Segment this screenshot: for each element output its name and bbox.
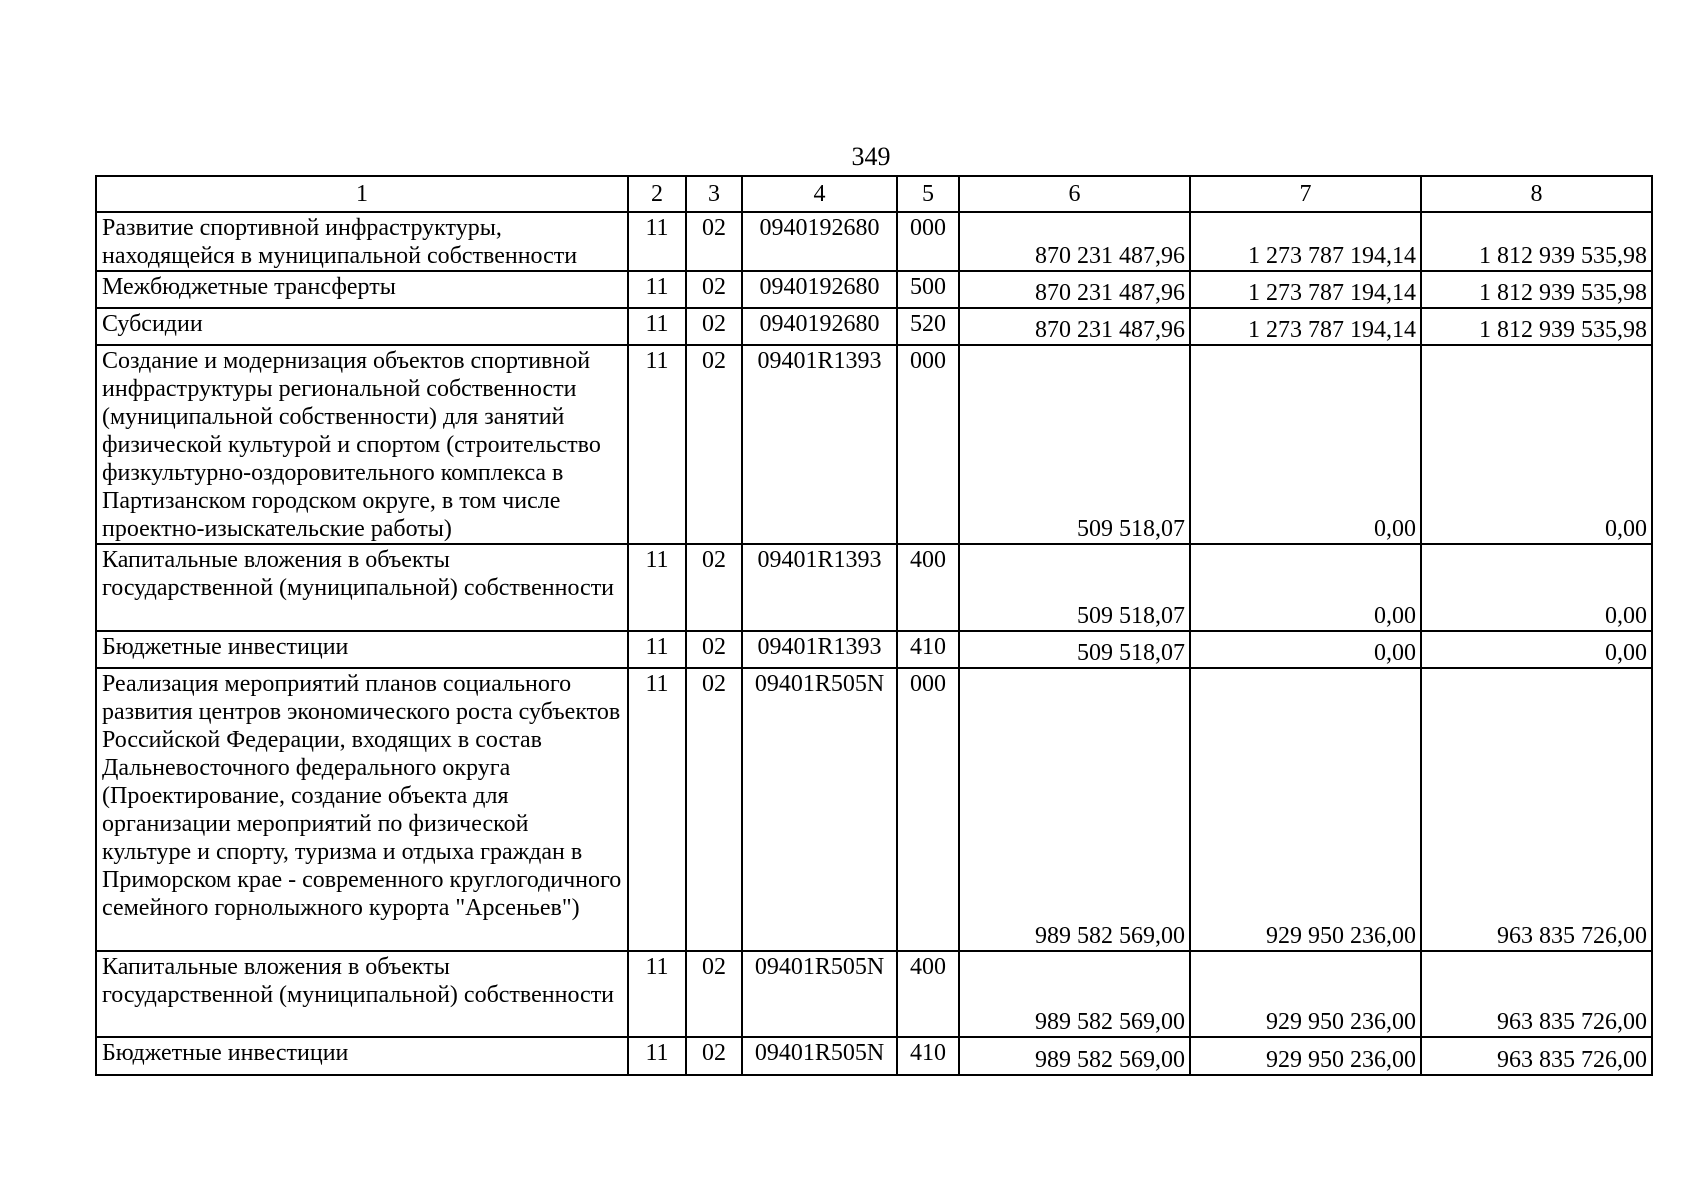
column-header-7: 7 <box>1190 176 1421 212</box>
row-amount-7: 929 950 236,00 <box>1190 668 1421 951</box>
row-target-code: 09401R1393 <box>742 345 897 544</box>
row-subsection: 02 <box>686 631 742 668</box>
row-subsection: 02 <box>686 1037 742 1075</box>
row-amount-8: 963 835 726,00 <box>1421 951 1652 1037</box>
row-expense-type: 410 <box>897 631 959 668</box>
row-name: Бюджетные инвестиции <box>96 1037 628 1075</box>
row-subsection: 02 <box>686 951 742 1037</box>
row-section: 11 <box>628 271 686 308</box>
row-subsection: 02 <box>686 308 742 345</box>
column-header-8: 8 <box>1421 176 1652 212</box>
row-amount-7: 1 273 787 194,14 <box>1190 212 1421 271</box>
row-target-code: 09401R1393 <box>742 544 897 631</box>
row-section: 11 <box>628 308 686 345</box>
row-amount-8: 0,00 <box>1421 544 1652 631</box>
row-subsection: 02 <box>686 668 742 951</box>
row-target-code: 0940192680 <box>742 271 897 308</box>
row-amount-7: 0,00 <box>1190 631 1421 668</box>
row-amount-6: 989 582 569,00 <box>959 951 1190 1037</box>
row-section: 11 <box>628 668 686 951</box>
row-target-code: 09401R505N <box>742 1037 897 1075</box>
row-amount-7: 1 273 787 194,14 <box>1190 271 1421 308</box>
row-expense-type: 400 <box>897 544 959 631</box>
budget-table <box>95 175 1653 1076</box>
header-row <box>96 176 1652 212</box>
row-expense-type: 400 <box>897 951 959 1037</box>
column-header-4: 4 <box>742 176 897 212</box>
row-target-code: 09401R505N <box>742 668 897 951</box>
row-target-code: 09401R505N <box>742 951 897 1037</box>
row-target-code: 0940192680 <box>742 308 897 345</box>
row-amount-8: 963 835 726,00 <box>1421 1037 1652 1075</box>
row-expense-type: 000 <box>897 345 959 544</box>
row-name: Капитальные вложения в объекты государственной (муниципальной) собственности <box>96 951 628 1037</box>
row-section: 11 <box>628 212 686 271</box>
table-row <box>96 345 1652 544</box>
row-section: 11 <box>628 631 686 668</box>
row-subsection: 02 <box>686 212 742 271</box>
table-row <box>96 631 1652 668</box>
table-row <box>96 668 1652 951</box>
row-expense-type: 520 <box>897 308 959 345</box>
row-expense-type: 410 <box>897 1037 959 1075</box>
row-target-code: 09401R1393 <box>742 631 897 668</box>
row-name: Бюджетные инвестиции <box>96 631 628 668</box>
table-row <box>96 951 1652 1037</box>
row-amount-6: 509 518,07 <box>959 544 1190 631</box>
row-amount-6: 509 518,07 <box>959 631 1190 668</box>
table-row <box>96 271 1652 308</box>
row-amount-7: 929 950 236,00 <box>1190 951 1421 1037</box>
row-amount-8: 0,00 <box>1421 631 1652 668</box>
row-amount-8: 0,00 <box>1421 345 1652 544</box>
page-number: 349 <box>851 142 891 171</box>
row-amount-6: 870 231 487,96 <box>959 308 1190 345</box>
table-row <box>96 1037 1652 1075</box>
row-amount-8: 1 812 939 535,98 <box>1421 308 1652 345</box>
row-expense-type: 500 <box>897 271 959 308</box>
row-section: 11 <box>628 1037 686 1075</box>
column-header-5: 5 <box>897 176 959 212</box>
row-name: Развитие спортивной инфраструктуры, находящейся в муниципальной собственности <box>96 212 628 271</box>
row-name: Реализация мероприятий планов социального развития центров экономического роста субъектов Российской Федерации, входящих в состав Дальневосточного федерального округа (Проектирование, создание объекта для организации мероприятий по физической культуре и спорту, туризма и отдыха граждан в Приморском крае - современного круглогодичного семейного горнолыжного курорта "Арсеньев") <box>96 668 628 951</box>
row-subsection: 02 <box>686 345 742 544</box>
column-header-2: 2 <box>628 176 686 212</box>
row-section: 11 <box>628 345 686 544</box>
row-expense-type: 000 <box>897 668 959 951</box>
row-amount-8: 963 835 726,00 <box>1421 668 1652 951</box>
row-section: 11 <box>628 951 686 1037</box>
row-amount-6: 989 582 569,00 <box>959 1037 1190 1075</box>
row-section: 11 <box>628 544 686 631</box>
row-subsection: 02 <box>686 544 742 631</box>
row-name: Создание и модернизация объектов спортивной инфраструктуры региональной собственности (муниципальной собственности) для занятий физической культурой и спортом (строительство физкультурно-оздоровительного комплекса в Партизанском городском округе, в том числе проектно-изыскательские работы) <box>96 345 628 544</box>
table-row <box>96 212 1652 271</box>
row-name: Субсидии <box>96 308 628 345</box>
row-expense-type: 000 <box>897 212 959 271</box>
row-amount-7: 0,00 <box>1190 345 1421 544</box>
row-name: Межбюджетные трансферты <box>96 271 628 308</box>
row-subsection: 02 <box>686 271 742 308</box>
column-header-1: 1 <box>96 176 628 212</box>
row-target-code: 0940192680 <box>742 212 897 271</box>
row-amount-8: 1 812 939 535,98 <box>1421 212 1652 271</box>
row-amount-6: 509 518,07 <box>959 345 1190 544</box>
row-amount-7: 1 273 787 194,14 <box>1190 308 1421 345</box>
row-amount-6: 870 231 487,96 <box>959 212 1190 271</box>
column-header-3: 3 <box>686 176 742 212</box>
row-amount-6: 870 231 487,96 <box>959 271 1190 308</box>
table-row <box>96 308 1652 345</box>
row-name: Капитальные вложения в объекты государственной (муниципальной) собственности <box>96 544 628 631</box>
row-amount-6: 989 582 569,00 <box>959 668 1190 951</box>
row-amount-7: 929 950 236,00 <box>1190 1037 1421 1075</box>
column-header-6: 6 <box>959 176 1190 212</box>
row-amount-8: 1 812 939 535,98 <box>1421 271 1652 308</box>
row-amount-7: 0,00 <box>1190 544 1421 631</box>
table-row <box>96 544 1652 631</box>
